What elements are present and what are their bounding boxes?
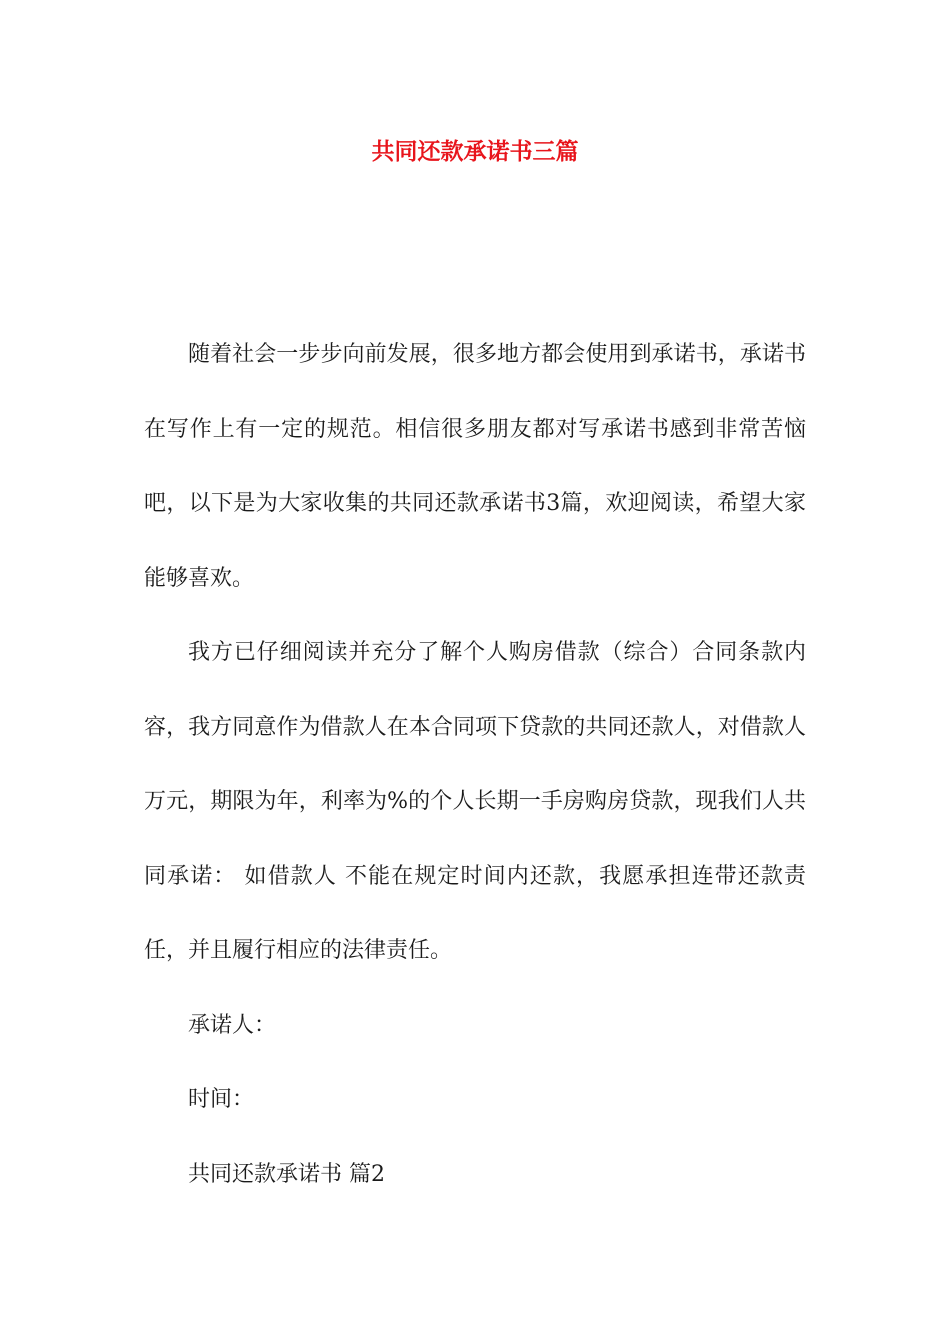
section-heading: 共同还款承诺书 篇2 (188, 1161, 385, 1187)
document-title: 共同还款承诺书三篇 (371, 139, 579, 165)
commitment-paragraph: 我方已仔细阅读并充分了解个人购房借款（综合）合同条款内容，我方同意作为借款人在本合同项下贷款的共同还款人，对借款人万元，期限为年，利率为%的个人长期一手房购房贷款，现我们人共同承诺： 如借款人 不能在规定时间内还款，我愿承担连带还款责任，并且履行相应的法律责任。 (144, 640, 806, 963)
document-body (144, 318, 806, 1212)
intro-paragraph: 随着社会一步步向前发展，很多地方都会使用到承诺书，承诺书在写作上有一定的规范。相信很多朋友都对写承诺书感到非常苦恼吧，以下是为大家收集的共同还款承诺书3篇，欢迎阅读，希望大家能够喜欢。 (144, 342, 806, 591)
time-label: 时间： (188, 1087, 255, 1112)
promisor-label: 承诺人： (188, 1012, 277, 1038)
